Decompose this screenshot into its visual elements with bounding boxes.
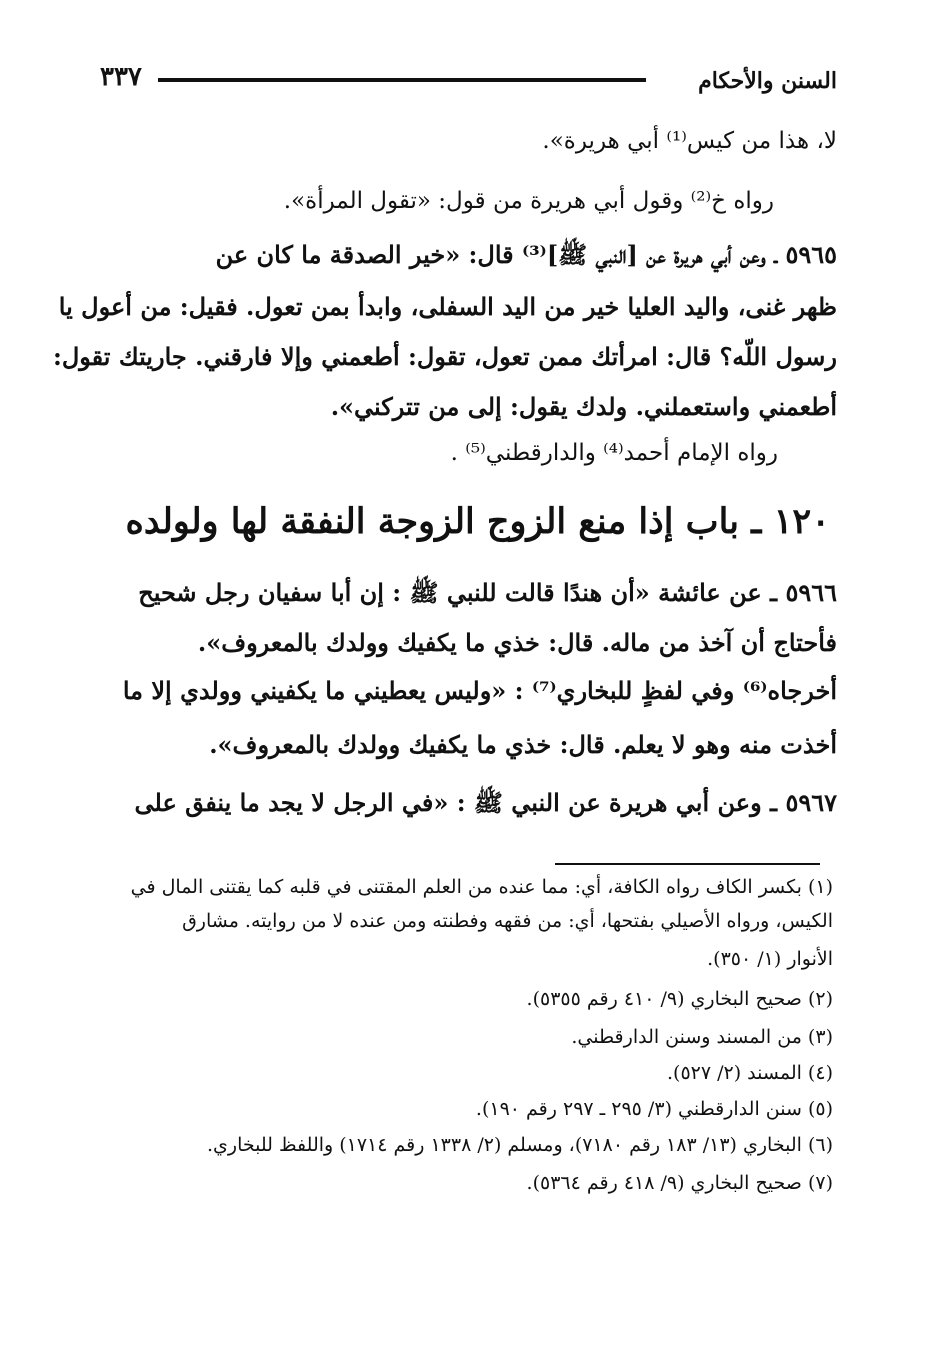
header-rule (158, 78, 646, 82)
footnote-line: (٥) سنن الدارقطني (٣/ ٢٩٥ ـ ٢٩٧ رقم ١٩٠). (475, 1098, 833, 1120)
hadith-5967-line: ٥٩٦٧ ـ وعن أبي هريرة عن النبي ﷺ : «في الرجل لا يجد ما ينفق على (134, 788, 837, 817)
text-line: رواه خ⁽²⁾ وقول أبي هريرة من قول: «تقول المرأة». (283, 188, 774, 214)
hadith-5966-line: ٥٩٦٦ ـ عن عائشة «أن هندًا قالت للنبي ﷺ : إن أبا سفيان رجل شحيح (138, 578, 837, 607)
text-line: لا، هذا من كيس⁽¹⁾ أبي هريرة». (542, 128, 837, 154)
footnote-line: (٣) من المسند وسنن الدارقطني. (571, 1026, 833, 1048)
footnote-line: الكيس، ورواه الأصيلي بفتحها، أي: من فقهه وفطنته ومن عنده لا من روايته. مشارق (182, 910, 833, 932)
text-line: رواه الإمام أحمد⁽⁴⁾ والدارقطني⁽⁵⁾ . (450, 440, 778, 466)
page-number: ٣٣٧ (100, 62, 142, 92)
footnote-line: (٤) المسند (٢/ ٥٢٧). (666, 1062, 833, 1084)
text-line: أخذت منه وهو لا يعلم. قال: خذي ما يكفيك وولدك بالمعروف». (209, 730, 837, 759)
book-title: السنن والأحكام (698, 68, 837, 94)
footnote-line: (٦) البخاري (١٣/ ١٨٣ رقم ٧١٨٠)، ومسلم (٢/ ١٣٣٨ رقم ١٧١٤) واللفظ للبخاري. (207, 1134, 833, 1156)
section-heading: ١٢٠ ـ باب إذا منع الزوج الزوجة النفقة لها ولولده (125, 501, 830, 542)
text-line: أخرجاه⁽⁶⁾ وفي لفظٍ للبخاري⁽⁷⁾ : «وليس يعطيني ما يكفيني وولدي إلا ما (122, 676, 837, 705)
text-line: رسول اللّه؟ قال: امرأتك ممن تعول، تقول: أطعمني وإلا فارقني. جاريتك تقول: (52, 342, 837, 371)
hadith-5965-line: ٥٩٦٥ ـ وعن أبي هريرة عن [النبي ﷺ]⁽³⁾ قال: «خير الصدقة ما كان عن (215, 240, 837, 269)
footnote-line: (١) بكسر الكاف رواه الكافة، أي: مما عنده من العلم المقتنى في قلبه كما يقتنى المال في (130, 876, 833, 898)
text-line: ظهر غنى، واليد العليا خير من اليد السفلى، وابدأ بمن تعول. فقيل: من أعول يا (58, 292, 837, 321)
text-line: فأحتاج أن آخذ من ماله. قال: خذي ما يكفيك وولدك بالمعروف». (197, 628, 837, 657)
footnote-rule (555, 863, 820, 865)
running-header (100, 62, 837, 102)
footnote-line: الأنوار (١/ ٣٥٠). (707, 948, 833, 970)
text-line: أطعمني واستعملني. ولدك يقول: إلى من تتركني». (330, 392, 837, 421)
footnote-line: (٢) صحيح البخاري (٩/ ٤١٠ رقم ٥٣٥٥). (526, 988, 833, 1010)
footnote-line: (٧) صحيح البخاري (٩/ ٤١٨ رقم ٥٣٦٤). (526, 1172, 833, 1194)
